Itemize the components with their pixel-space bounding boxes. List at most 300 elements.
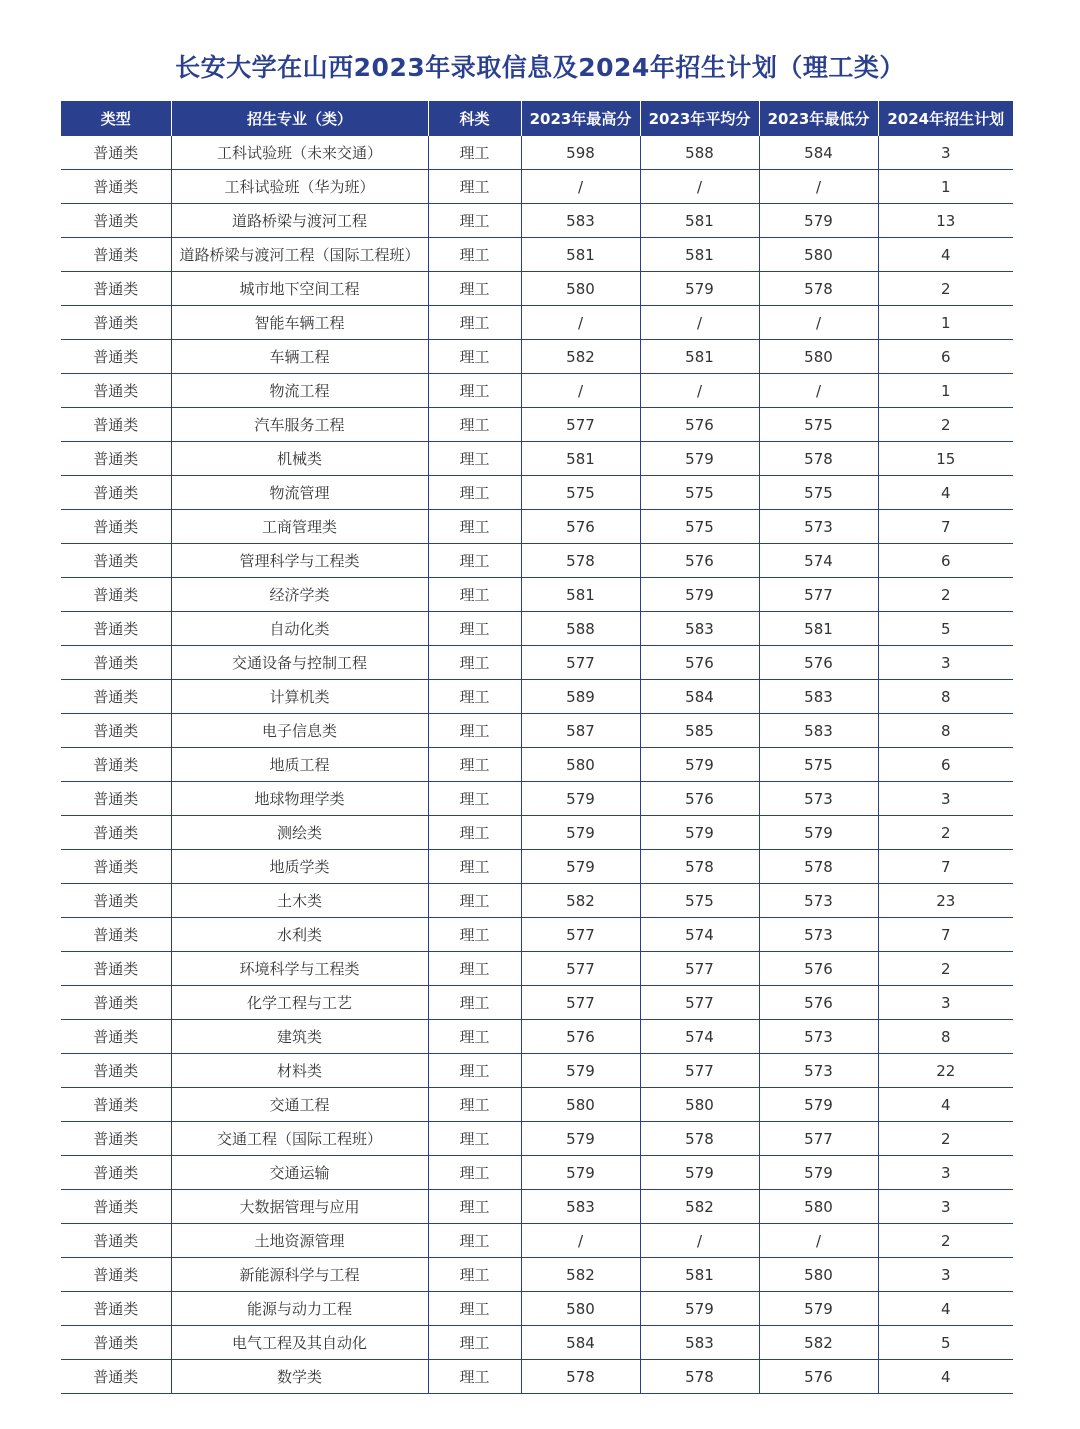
cell-avg-score: 577 [640,1054,759,1088]
cell-subject: 理工 [428,680,521,714]
cell-subject: 理工 [428,544,521,578]
cell-subject: 理工 [428,884,521,918]
cell-type: 普通类 [61,782,171,816]
header-type: 类型 [61,101,171,136]
cell-min-score: 573 [759,1054,878,1088]
table-row [61,952,1013,986]
cell-type: 普通类 [61,952,171,986]
cell-type: 普通类 [61,1088,171,1122]
cell-type: 普通类 [61,816,171,850]
cell-major: 建筑类 [171,1020,428,1054]
cell-plan: 2 [878,952,1013,986]
table-row [61,408,1013,442]
cell-max-score: 580 [521,1088,640,1122]
cell-major: 工科试验班（华为班） [171,170,428,204]
cell-plan: 4 [878,1088,1013,1122]
cell-plan: 7 [878,850,1013,884]
cell-avg-score: 583 [640,1326,759,1360]
cell-max-score: 577 [521,918,640,952]
cell-plan: 1 [878,170,1013,204]
cell-max-score: 579 [521,816,640,850]
cell-max-score: 579 [521,1156,640,1190]
cell-max-score: 576 [521,510,640,544]
cell-avg-score: / [640,1224,759,1258]
cell-subject: 理工 [428,170,521,204]
cell-max-score: 581 [521,578,640,612]
cell-subject: 理工 [428,1190,521,1224]
cell-type: 普通类 [61,1122,171,1156]
header-min-score: 2023年最低分 [759,101,878,136]
cell-type: 普通类 [61,578,171,612]
cell-type: 普通类 [61,748,171,782]
cell-min-score: 578 [759,272,878,306]
table-row [61,272,1013,306]
table-row [61,476,1013,510]
cell-min-score: 576 [759,952,878,986]
cell-min-score: 577 [759,578,878,612]
cell-subject: 理工 [428,272,521,306]
cell-avg-score: 578 [640,1122,759,1156]
table-row [61,918,1013,952]
cell-plan: 2 [878,1224,1013,1258]
cell-max-score: 598 [521,136,640,170]
cell-max-score: 579 [521,782,640,816]
cell-min-score: 578 [759,442,878,476]
cell-major: 自动化类 [171,612,428,646]
cell-type: 普通类 [61,374,171,408]
header-avg-score: 2023年平均分 [640,101,759,136]
table-row [61,1122,1013,1156]
cell-plan: 5 [878,612,1013,646]
cell-type: 普通类 [61,884,171,918]
cell-avg-score: 575 [640,476,759,510]
table-row [61,442,1013,476]
cell-min-score: 574 [759,544,878,578]
cell-type: 普通类 [61,1156,171,1190]
cell-min-score: 573 [759,884,878,918]
cell-subject: 理工 [428,1360,521,1394]
cell-subject: 理工 [428,1224,521,1258]
cell-avg-score: 577 [640,952,759,986]
cell-min-score: 579 [759,1292,878,1326]
cell-avg-score: 584 [640,680,759,714]
cell-plan: 6 [878,340,1013,374]
cell-min-score: / [759,1224,878,1258]
cell-max-score: 582 [521,1258,640,1292]
cell-max-score: / [521,170,640,204]
cell-plan: 2 [878,1122,1013,1156]
table-header [61,101,1013,136]
page-title: 长安大学在山西2023年录取信息及2024年招生计划（理工类） [175,53,905,82]
cell-subject: 理工 [428,646,521,680]
cell-major: 工商管理类 [171,510,428,544]
cell-avg-score: 581 [640,204,759,238]
table-row [61,340,1013,374]
cell-major: 机械类 [171,442,428,476]
cell-max-score: 576 [521,1020,640,1054]
cell-max-score: 580 [521,1292,640,1326]
cell-type: 普通类 [61,1292,171,1326]
cell-type: 普通类 [61,238,171,272]
cell-major: 物流管理 [171,476,428,510]
cell-type: 普通类 [61,408,171,442]
cell-plan: 13 [878,204,1013,238]
cell-min-score: 573 [759,510,878,544]
cell-type: 普通类 [61,170,171,204]
cell-subject: 理工 [428,714,521,748]
cell-min-score: 581 [759,612,878,646]
cell-min-score: 583 [759,714,878,748]
cell-min-score: 580 [759,1258,878,1292]
cell-plan: 3 [878,646,1013,680]
cell-avg-score: 583 [640,612,759,646]
table-row [61,680,1013,714]
cell-type: 普通类 [61,1360,171,1394]
cell-major: 交通设备与控制工程 [171,646,428,680]
cell-type: 普通类 [61,1326,171,1360]
cell-avg-score: 577 [640,986,759,1020]
table-row [61,1258,1013,1292]
cell-max-score: 583 [521,204,640,238]
table-row [61,714,1013,748]
cell-major: 电子信息类 [171,714,428,748]
cell-min-score: 577 [759,1122,878,1156]
cell-min-score: 579 [759,1156,878,1190]
cell-max-score: 575 [521,476,640,510]
cell-min-score: 573 [759,782,878,816]
table-row [61,374,1013,408]
cell-subject: 理工 [428,374,521,408]
table-row [61,170,1013,204]
cell-min-score: 580 [759,340,878,374]
cell-max-score: 579 [521,850,640,884]
table-row [61,1020,1013,1054]
cell-major: 计算机类 [171,680,428,714]
header-subject: 科类 [428,101,521,136]
cell-avg-score: 579 [640,816,759,850]
cell-max-score: 587 [521,714,640,748]
cell-subject: 理工 [428,612,521,646]
cell-min-score: 584 [759,136,878,170]
table-row [61,136,1013,170]
cell-plan: 8 [878,1020,1013,1054]
cell-subject: 理工 [428,1292,521,1326]
cell-subject: 理工 [428,1122,521,1156]
cell-plan: 8 [878,714,1013,748]
cell-max-score: 577 [521,952,640,986]
cell-subject: 理工 [428,442,521,476]
cell-major: 土木类 [171,884,428,918]
cell-max-score: 582 [521,340,640,374]
cell-min-score: / [759,306,878,340]
cell-subject: 理工 [428,476,521,510]
cell-subject: 理工 [428,510,521,544]
cell-major: 物流工程 [171,374,428,408]
cell-min-score: 582 [759,1326,878,1360]
cell-max-score: / [521,1224,640,1258]
cell-type: 普通类 [61,272,171,306]
table-row [61,986,1013,1020]
cell-max-score: 580 [521,748,640,782]
table-row [61,748,1013,782]
cell-avg-score: / [640,374,759,408]
cell-subject: 理工 [428,816,521,850]
cell-plan: 5 [878,1326,1013,1360]
cell-major: 智能车辆工程 [171,306,428,340]
cell-major: 水利类 [171,918,428,952]
cell-type: 普通类 [61,714,171,748]
cell-max-score: 580 [521,272,640,306]
cell-avg-score: 578 [640,850,759,884]
table-row [61,850,1013,884]
cell-plan: 3 [878,136,1013,170]
cell-plan: 3 [878,1190,1013,1224]
cell-max-score: 584 [521,1326,640,1360]
cell-min-score: 575 [759,408,878,442]
cell-avg-score: 576 [640,646,759,680]
table-row [61,306,1013,340]
cell-plan: 2 [878,816,1013,850]
cell-type: 普通类 [61,918,171,952]
cell-min-score: 576 [759,646,878,680]
cell-avg-score: 574 [640,918,759,952]
header-plan: 2024年招生计划 [878,101,1013,136]
cell-plan: 2 [878,578,1013,612]
cell-avg-score: 580 [640,1088,759,1122]
cell-max-score: 578 [521,544,640,578]
cell-major: 材料类 [171,1054,428,1088]
table-row [61,612,1013,646]
cell-min-score: 578 [759,850,878,884]
cell-type: 普通类 [61,510,171,544]
cell-avg-score: 582 [640,1190,759,1224]
cell-type: 普通类 [61,544,171,578]
cell-min-score: 579 [759,816,878,850]
cell-plan: 3 [878,986,1013,1020]
cell-max-score: 582 [521,884,640,918]
cell-plan: 2 [878,272,1013,306]
cell-subject: 理工 [428,204,521,238]
cell-major: 管理科学与工程类 [171,544,428,578]
cell-subject: 理工 [428,306,521,340]
cell-major: 新能源科学与工程 [171,1258,428,1292]
table-row [61,1326,1013,1360]
cell-max-score: / [521,306,640,340]
header-major: 招生专业（类） [171,101,428,136]
cell-avg-score: 578 [640,1360,759,1394]
cell-major: 大数据管理与应用 [171,1190,428,1224]
cell-major: 能源与动力工程 [171,1292,428,1326]
table-row [61,1292,1013,1326]
cell-min-score: 579 [759,204,878,238]
cell-major: 土地资源管理 [171,1224,428,1258]
cell-plan: 6 [878,748,1013,782]
table-row [61,884,1013,918]
header-row [61,101,1013,136]
cell-type: 普通类 [61,340,171,374]
cell-subject: 理工 [428,1326,521,1360]
cell-major: 工科试验班（未来交通） [171,136,428,170]
cell-major: 地质学类 [171,850,428,884]
cell-plan: 1 [878,374,1013,408]
table-row [61,544,1013,578]
cell-major: 交通工程（国际工程班） [171,1122,428,1156]
cell-subject: 理工 [428,1258,521,1292]
cell-type: 普通类 [61,306,171,340]
cell-plan: 15 [878,442,1013,476]
cell-plan: 4 [878,238,1013,272]
cell-avg-score: 579 [640,272,759,306]
cell-max-score: 581 [521,442,640,476]
cell-avg-score: 574 [640,1020,759,1054]
cell-major: 汽车服务工程 [171,408,428,442]
cell-min-score: 573 [759,918,878,952]
cell-avg-score: 576 [640,408,759,442]
cell-subject: 理工 [428,782,521,816]
cell-subject: 理工 [428,986,521,1020]
table-row [61,1360,1013,1394]
cell-avg-score: 581 [640,1258,759,1292]
admissions-table [61,101,1013,1394]
cell-major: 地球物理学类 [171,782,428,816]
cell-avg-score: 588 [640,136,759,170]
cell-type: 普通类 [61,204,171,238]
cell-type: 普通类 [61,1190,171,1224]
cell-plan: 7 [878,918,1013,952]
table-row [61,238,1013,272]
table-row [61,1088,1013,1122]
cell-min-score: 583 [759,680,878,714]
cell-max-score: 588 [521,612,640,646]
cell-max-score: 589 [521,680,640,714]
cell-min-score: 580 [759,1190,878,1224]
cell-max-score: 581 [521,238,640,272]
cell-avg-score: / [640,306,759,340]
cell-type: 普通类 [61,850,171,884]
table-row [61,510,1013,544]
cell-avg-score: 579 [640,442,759,476]
table-row [61,1156,1013,1190]
cell-avg-score: 581 [640,340,759,374]
cell-max-score: 579 [521,1122,640,1156]
cell-type: 普通类 [61,1224,171,1258]
cell-major: 电气工程及其自动化 [171,1326,428,1360]
cell-max-score: / [521,374,640,408]
cell-major: 数学类 [171,1360,428,1394]
cell-subject: 理工 [428,748,521,782]
cell-max-score: 577 [521,646,640,680]
cell-min-score: 575 [759,748,878,782]
cell-max-score: 579 [521,1054,640,1088]
cell-major: 城市地下空间工程 [171,272,428,306]
cell-subject: 理工 [428,1020,521,1054]
header-max-score: 2023年最高分 [521,101,640,136]
cell-subject: 理工 [428,850,521,884]
cell-major: 化学工程与工艺 [171,986,428,1020]
cell-min-score: 579 [759,1088,878,1122]
cell-avg-score: 576 [640,544,759,578]
cell-type: 普通类 [61,612,171,646]
cell-type: 普通类 [61,986,171,1020]
cell-subject: 理工 [428,1054,521,1088]
table-row [61,1224,1013,1258]
cell-type: 普通类 [61,1054,171,1088]
cell-plan: 4 [878,476,1013,510]
cell-avg-score: / [640,170,759,204]
cell-subject: 理工 [428,952,521,986]
cell-major: 环境科学与工程类 [171,952,428,986]
cell-major: 道路桥梁与渡河工程 [171,204,428,238]
cell-plan: 23 [878,884,1013,918]
table-row [61,578,1013,612]
cell-max-score: 578 [521,1360,640,1394]
cell-min-score: / [759,170,878,204]
cell-subject: 理工 [428,578,521,612]
table-row [61,782,1013,816]
cell-avg-score: 575 [640,510,759,544]
cell-max-score: 577 [521,986,640,1020]
table-row [61,816,1013,850]
cell-major: 道路桥梁与渡河工程（国际工程班） [171,238,428,272]
cell-min-score: 580 [759,238,878,272]
cell-avg-score: 576 [640,782,759,816]
cell-min-score: 573 [759,1020,878,1054]
cell-min-score: 576 [759,1360,878,1394]
table-row [61,646,1013,680]
cell-plan: 3 [878,782,1013,816]
cell-type: 普通类 [61,680,171,714]
cell-subject: 理工 [428,918,521,952]
cell-avg-score: 579 [640,1292,759,1326]
cell-avg-score: 579 [640,578,759,612]
cell-plan: 7 [878,510,1013,544]
cell-subject: 理工 [428,340,521,374]
cell-avg-score: 585 [640,714,759,748]
cell-subject: 理工 [428,1088,521,1122]
table-row [61,1054,1013,1088]
cell-plan: 6 [878,544,1013,578]
cell-type: 普通类 [61,476,171,510]
cell-type: 普通类 [61,136,171,170]
cell-plan: 8 [878,680,1013,714]
cell-major: 交通运输 [171,1156,428,1190]
cell-avg-score: 579 [640,748,759,782]
cell-type: 普通类 [61,1020,171,1054]
cell-avg-score: 581 [640,238,759,272]
cell-major: 经济学类 [171,578,428,612]
cell-major: 车辆工程 [171,340,428,374]
cell-type: 普通类 [61,646,171,680]
cell-min-score: / [759,374,878,408]
cell-plan: 4 [878,1292,1013,1326]
cell-plan: 1 [878,306,1013,340]
cell-subject: 理工 [428,408,521,442]
cell-type: 普通类 [61,442,171,476]
cell-max-score: 577 [521,408,640,442]
table-body [61,136,1013,1394]
cell-plan: 3 [878,1258,1013,1292]
cell-major: 交通工程 [171,1088,428,1122]
cell-plan: 4 [878,1360,1013,1394]
cell-major: 测绘类 [171,816,428,850]
cell-subject: 理工 [428,238,521,272]
cell-subject: 理工 [428,1156,521,1190]
table-row [61,204,1013,238]
cell-avg-score: 575 [640,884,759,918]
cell-subject: 理工 [428,136,521,170]
cell-min-score: 576 [759,986,878,1020]
cell-type: 普通类 [61,1258,171,1292]
